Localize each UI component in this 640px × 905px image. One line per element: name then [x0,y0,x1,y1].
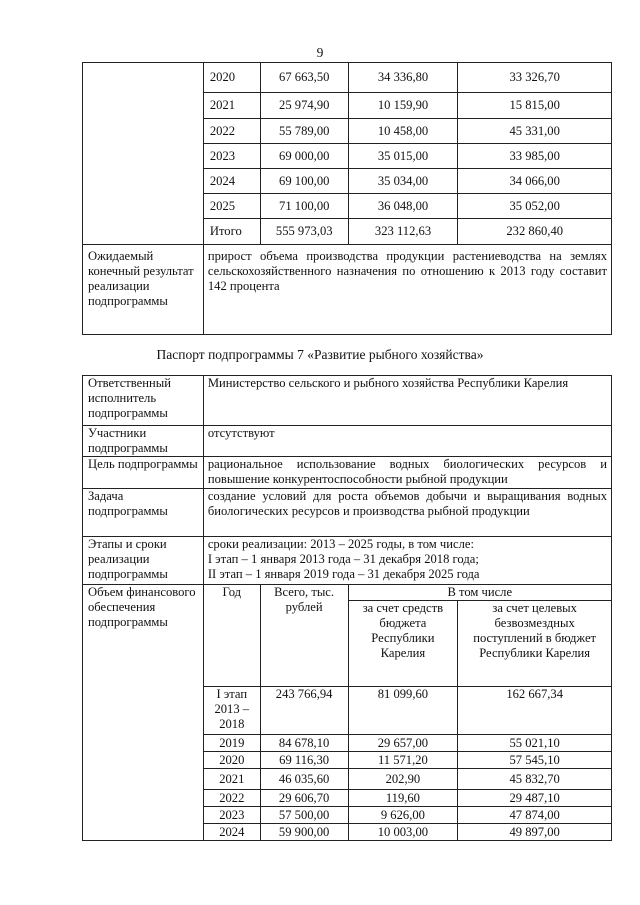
total-cell: 555 973,03 [260,219,348,245]
budget-cell: 29 657,00 [348,735,458,752]
task-value: создание условий для роста объемов добычи и выращивания водных биологических ресурсов и производства рыбной продукции [203,489,611,537]
total-cell: 59 900,00 [260,824,348,841]
stages-line: I этап – 1 января 2013 года – 31 декабря 2018 года; [207,552,479,566]
funding-head-total: Всего, тыс. рублей [260,585,348,687]
total-cell: 46 035,60 [260,769,348,790]
budget-cell: 11 571,20 [348,752,458,769]
budget-cell: 202,90 [348,769,458,790]
grants-cell: 15 815,00 [458,93,612,119]
year-cell: 2025 [203,194,260,219]
result-label: Ожидаемый конечный результат реализации подпрограммы [83,245,204,335]
total-cell: 69 000,00 [260,144,348,169]
grants-cell: 34 066,00 [458,169,612,194]
budget-cell: 36 048,00 [348,194,458,219]
total-cell: 69 100,00 [260,169,348,194]
participants-label: Участники подпрограммы [83,426,204,457]
budget-cell: 35 015,00 [348,144,458,169]
budget-cell: 9 626,00 [348,807,458,824]
passport-table [82,375,612,841]
year-cell: 2020 [203,752,260,769]
total-cell: 55 789,00 [260,119,348,144]
funding-label: Объем финансового обеспечения подпрограммы [83,585,204,841]
result-text: прирост объема производства продукции растениеводства на землях сельскохозяйственного назначения по отношению к 2013 году составит 142 процента [203,245,611,335]
grants-cell: 33 326,70 [458,63,612,93]
goal-value: рациональное использование водных биологических ресурсов и повышение конкурентоспособности рыбной продукции [203,457,611,489]
year-cell: 2023 [203,144,260,169]
budget-cell: 35 034,00 [348,169,458,194]
executor-label: Ответственный исполнитель подпрограммы [83,376,204,426]
year-cell: 2021 [203,769,260,790]
passport-title: Паспорт подпрограммы 7 «Развитие рыбного хозяйства» [156,347,484,362]
total-cell: 71 100,00 [260,194,348,219]
funding-head-including: В том числе [348,585,612,601]
goal-label: Цель подпрограммы [83,457,204,489]
year-cell: 2021 [203,93,260,119]
total-cell: 57 500,00 [260,807,348,824]
grants-cell: 49 897,00 [458,824,612,841]
page-number: 9 [316,45,324,60]
budget-cell: 10 458,00 [348,119,458,144]
funding-head-grants: за счет целевых безвозмездных поступлений в бюджет Республики Карелия [458,601,612,687]
grants-cell: 29 487,10 [458,790,612,807]
stages-line: сроки реализации: 2013 – 2025 годы, в том числе: [207,537,474,551]
table-row [83,537,612,585]
grants-cell: 45 832,70 [458,769,612,790]
total-cell: 84 678,10 [260,735,348,752]
top-funding-table [82,62,612,335]
stages-value [203,537,611,585]
grants-cell: 45 331,00 [458,119,612,144]
grants-cell: 57 545,10 [458,752,612,769]
year-cell: 2022 [203,119,260,144]
grants-cell: 33 985,00 [458,144,612,169]
year-cell: 2024 [203,169,260,194]
empty-label-cell [83,63,204,245]
funding-head-year: Год [203,585,260,687]
total-cell: 243 766,94 [260,687,348,735]
year-cell: 2022 [203,790,260,807]
year-cell: 2023 [203,807,260,824]
year-cell: I этап 2013 – 2018 [203,687,260,735]
grants-cell: 232 860,40 [458,219,612,245]
task-label: Задача подпрограммы [83,489,204,537]
table-row [83,585,612,601]
grants-cell: 162 667,34 [458,687,612,735]
budget-cell: 10 159,90 [348,93,458,119]
stages-line: II этап – 1 января 2019 года – 31 декабря 2025 года [207,567,480,581]
total-cell: 25 974,90 [260,93,348,119]
year-cell: 2020 [203,63,260,93]
grants-cell: 55 021,10 [458,735,612,752]
budget-cell: 34 336,80 [348,63,458,93]
grants-cell: 35 052,00 [458,194,612,219]
year-cell: 2024 [203,824,260,841]
year-cell: Итого [203,219,260,245]
table-row [83,63,612,93]
participants-value: отсутствуют [203,426,611,457]
total-cell: 29 606,70 [260,790,348,807]
stages-label: Этапы и сроки реализации подпрограммы [83,537,204,585]
executor-value: Министерство сельского и рыбного хозяйства Республики Карелия [203,376,611,426]
funding-head-budget: за счет средств бюджета Республики Карелия [348,601,458,687]
table-row [83,376,612,426]
budget-cell: 119,60 [348,790,458,807]
year-cell: 2019 [203,735,260,752]
total-cell: 69 116,30 [260,752,348,769]
budget-cell: 81 099,60 [348,687,458,735]
grants-cell: 47 874,00 [458,807,612,824]
table-row [83,426,612,457]
total-cell: 67 663,50 [260,63,348,93]
budget-cell: 323 112,63 [348,219,458,245]
table-row [83,457,612,489]
table-row [83,245,612,335]
budget-cell: 10 003,00 [348,824,458,841]
table-row [83,489,612,537]
